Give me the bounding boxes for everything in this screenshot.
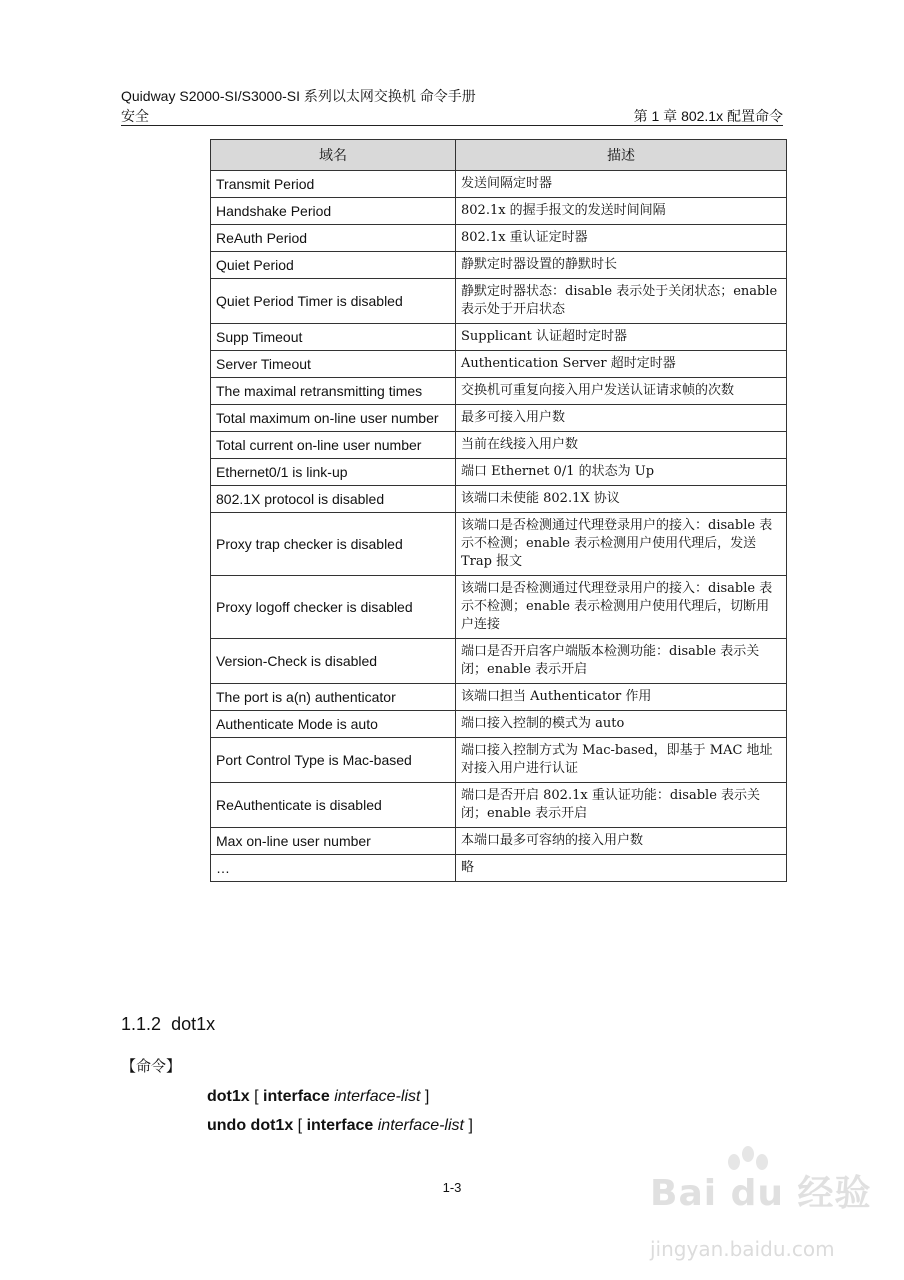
field-description-cell: 发送间隔定时器 [456,171,787,198]
field-name-cell: Quiet Period Timer is disabled [211,279,456,324]
cmd-keyword: interface [306,1117,374,1134]
field-name-cell: Transmit Period [211,171,456,198]
field-name-cell: The maximal retransmitting times [211,378,456,405]
table-row [211,198,787,225]
field-name-cell: Max on-line user number [211,828,456,855]
field-description-cell: Authentication Server 超时定时器 [456,351,787,378]
field-description-cell: 交换机可重复向接入用户发送认证请求帧的次数 [456,378,787,405]
field-name-cell: Total current on-line user number [211,432,456,459]
page-number: 1-3 [442,1180,462,1195]
field-name-cell: Version-Check is disabled [211,639,456,684]
chapter-title: 第 1 章 802.1x 配置命令 [633,108,783,124]
table-row [211,225,787,252]
header-field: 域名 [211,140,456,171]
field-name-cell: Total maximum on-line user number [211,405,456,432]
field-name-cell: The port is a(n) authenticator [211,684,456,711]
field-description-cell: 该端口担当 Authenticator 作用 [456,684,787,711]
table-row [211,405,787,432]
field-description-cell: 端口是否开启 802.1x 重认证功能：disable 表示关闭；enable 表示开启 [456,783,787,828]
field-description-cell: Supplicant 认证超时定时器 [456,324,787,351]
field-name-cell: ReAuth Period [211,225,456,252]
bracket-close: ] [468,1117,473,1134]
field-description-cell: 该端口是否检测通过代理登录用户的接入：disable 表示不检测；enable 表示检测用户使用代理后，切断用户连接 [456,576,787,639]
table-row [211,279,787,324]
table-row [211,171,787,198]
cmd-keyword: undo dot1x [207,1117,294,1134]
table-row [211,711,787,738]
field-name-cell: Proxy trap checker is disabled [211,513,456,576]
header-divider [121,125,783,126]
field-name-cell: Supp Timeout [211,324,456,351]
watermark-brand: Bai du 经验 [650,1173,872,1214]
field-name-cell: … [211,855,456,882]
table-row [211,576,787,639]
table-row [211,738,787,783]
field-name-cell: 802.1X protocol is disabled [211,486,456,513]
field-name-cell: ReAuthenticate is disabled [211,783,456,828]
cmd-keyword: dot1x [207,1088,250,1105]
field-description-cell: 端口接入控制方式为 Mac-based，即基于 MAC 地址对接入用户进行认证 [456,738,787,783]
cmd-keyword: interface [263,1088,330,1105]
table-row [211,378,787,405]
field-description-cell: 该端口未使能 802.1X 协议 [456,486,787,513]
section-number: 1.1.2 [121,1014,162,1034]
table-header-row [211,140,787,171]
field-description-cell: 最多可接入用户数 [456,405,787,432]
field-description-cell: 静默定时器状态：disable 表示处于关闭状态；enable 表示处于开启状态 [456,279,787,324]
field-description-table [210,139,787,882]
bracket-open: [ [254,1088,259,1105]
command-syntax-2 [207,1117,473,1135]
table-row [211,459,787,486]
field-description-cell: 802.1x 的握手报文的发送时间间隔 [456,198,787,225]
field-description-cell: 端口 Ethernet 0/1 的状态为 Up [456,459,787,486]
field-description-cell: 略 [456,855,787,882]
table-row [211,351,787,378]
field-name-cell: Port Control Type is Mac-based [211,738,456,783]
cmd-argument: interface-list [377,1117,464,1134]
section-title [121,1014,215,1035]
field-description-cell: 端口接入控制的模式为 auto [456,711,787,738]
table-row [211,324,787,351]
table-row [211,513,787,576]
header-description: 描述 [456,140,787,171]
table-row [211,828,787,855]
cmd-argument: interface-list [334,1088,421,1105]
table-row [211,486,787,513]
bracket-close: ] [424,1088,430,1105]
field-description-cell: 静默定时器设置的静默时长 [456,252,787,279]
section-name: dot1x [171,1014,216,1034]
field-name-cell: Authenticate Mode is auto [211,711,456,738]
field-name-cell: Server Timeout [211,351,456,378]
field-description-cell: 端口是否开启客户端版本检测功能：disable 表示关闭；enable 表示开启 [456,639,787,684]
field-description-cell: 当前在线接入用户数 [456,432,787,459]
table-row [211,783,787,828]
section-left: 安全 [121,108,149,124]
bracket-open: [ [297,1117,303,1134]
field-description-cell: 该端口是否检测通过代理登录用户的接入：disable 表示不检测；enable 表示检测用户使用代理后，发送 Trap 报文 [456,513,787,576]
command-syntax-1 [207,1088,429,1106]
field-name-cell: Handshake Period [211,198,456,225]
field-name-cell: Proxy logoff checker is disabled [211,576,456,639]
table-row [211,855,787,882]
command-label: 【命令】 [121,1057,182,1075]
field-name-cell: Quiet Period [211,252,456,279]
table-row [211,684,787,711]
field-name-cell: Ethernet0/1 is link-up [211,459,456,486]
watermark-url: jingyan.baidu.com [650,1237,835,1261]
table-row [211,432,787,459]
table-row [211,252,787,279]
field-description-cell: 802.1x 重认证定时器 [456,225,787,252]
table-row [211,639,787,684]
doc-title: Quidway S2000-SI/S3000-SI 系列以太网交换机 命令手册 [121,88,476,104]
field-description-cell: 本端口最多可容纳的接入用户数 [456,828,787,855]
